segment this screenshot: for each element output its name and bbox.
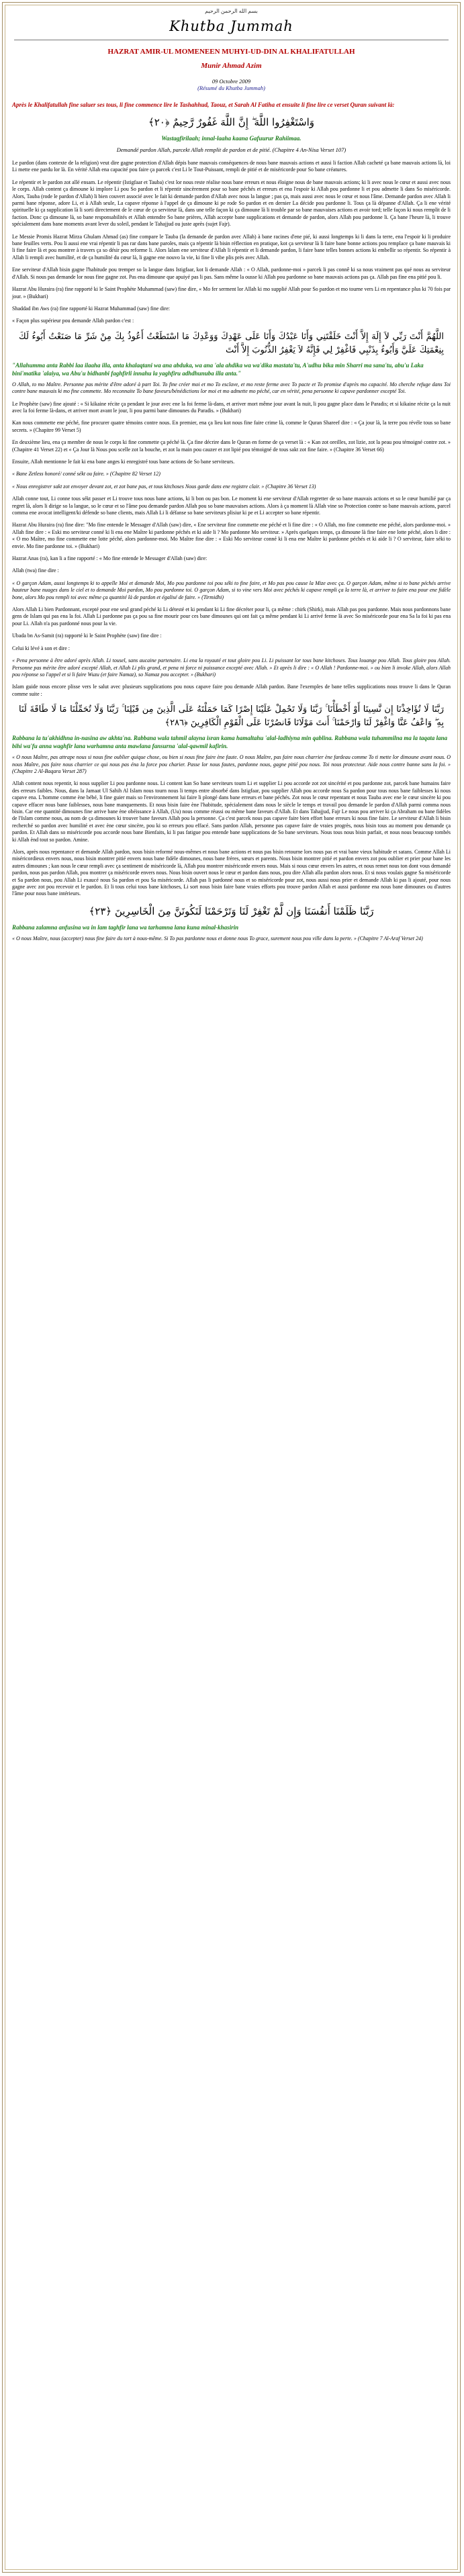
quran-quote: « Nous enregistrer sakt zot envoyer devant zot, et zot bane pas, et tous kitchoses Nous garde dans ene registre clair. » (Chapitre 36 Verset 13) <box>12 483 316 490</box>
dua-arabic: رَبَّنَا لَا تُؤَاخِذْنَا إِن نَّسِينَا أَوْ أَخْطَأْنَا ۚ رَبَّنَا وَلَا تَحْمِلْ عَلَيْنَا إِصْرًا كَمَا حَمَلْتَهُ عَلَى الَّذِينَ مِن قَبْلِنَا ۚ رَبَّنَا وَلَا تُحَمِّلْنَا مَا لَا طَاقَةَ لَنَا بِهِ ۖ وَاعْفُ عَنَّا وَاغْفِرْ لَنَا وَارْحَمْنَا ۚ أَنتَ مَوْلَانَا فَانصُرْنَا عَلَى الْقَوْمِ الْكَافِرِينَ ﴿٢٨٦﴾ <box>19 704 444 729</box>
dua-transliteration: Rabbana zalamna anfusina wa in lam taghfir lana wa tarhamna lana kuna minal-khasirin <box>12 923 239 931</box>
page-inner-border <box>5 5 458 2570</box>
paragraph: Le Messie Promis Hazrat Mirza Ghulam Ahmad (as) fine compare le Tauba (la demande de pardon avec Allah) à bane racines d'ene pié, ki aussi longtemps ki li dans la terre, ena l'espoir ki li produire bane feuilles verts. Pou li aussi ene vrai répentir li pas rar dans bane paroles, mais ça répentir là bisin réflection en pratique, kot ça serviteur là li faire bane bonne actions pou remplace ça bane mauvais ki li fine faire là et pou montrer à travers ça so désir pou reforme li. Alors lalam ene serviteur d'Allah li répentir et li demande pardon, li faire bane telles bonnes actions ki embellir so répentir. So répentir à Allah li rempli avec humilité, et de ça humilité du cœur là, li gagne ene nouvo la vie, ki fine li vibe plis près avec Allah. <box>12 233 451 261</box>
dua-arabic: رَبَّنَا ظَلَمْنَا أَنفُسَنَا وَإِن لَّمْ تَغْفِرْ لَنَا وَتَرْحَمْنَا لَنَكُونَنَّ مِنَ الْخَاسِرِينَ ﴿٢٣﴾ <box>89 905 374 917</box>
paragraph: Alors, après nous repentance et demande Allah pardon, nous bisin reformé nous-mêmes et nous bane actions et nous pas bisin retourne lors nous pas et vrai bane vieux habitude et satans. Comme Allah Li miséricordieux envers nous, nous bisin montrer pitié envers nous bane fidèle dimounes, nous bane frères, sœurs et parents. Nous bisin montrer pitié et pardon envers zot pou oublier et prier pour bane les autres dimounes ; kan nous le cœur rempli avec ça sentiment de miséricorde là, Allah pou montrer miséricorde envers nous. Mais si nous cœur envers les autres, et nous remet nous ton dont vous demandé pardon, nous pas pardon Allah, pou montrer ça miséricorde envers nous. Nous bisin ouvert nous le cœur et pardon dans nous, pou dire Allah alla pardon alors nous. Et si nous voulais gagne Sa miséricorde et Sa pardon nous, pou Allah Li exaucé nous Sa pardon et pou Sa miséricorde. Allah pas li pardonné nous et so miséricorde pour zot, nous aussi nous prier et demande Allah ki pas li ajouté, pour nous gagne avec zot pou recevoir et le pardon. Et li tous celui tous bane kitchoses, Li sort nous bisin faire bane vraies efforts pou trouve pardon Allah et aussi pardonne ena nous bane dimounes ou d'autres l'âme pour nous bane intérieurs. <box>12 849 451 897</box>
paragraph: Le pardon (dans contexte de la religion) veut dire gagne protection d'Allah dépis bane mauvais conséquences de nous bane mauvais actions et aussi li faction Allah cacheté ça bane mauvais actions là, loi Li mette ene pardu lor là. En vérité Allah ena capacité pou faire ça parcek c'est Li le Tout-Puissant, rempli de pitié et de miséricorde pour So bane créatures. <box>12 160 451 173</box>
hadith-paragraph: Hazrat Abu Huraira (ra) fine rapporté ki le Saint Prophète Muhammad (saw) fine dire, « Mo fer serment lor Allah ki mo supplié Allah pour So pardon et mo tourne vers Li en repentance plus ki 70 fois par jour. » (Bukhari) <box>12 286 451 300</box>
dua-transliteration: "Allahumma anta Rabbi laa ilaaha illa, anta khalaqtani wa ana abduka, wa ana 'ala ahdika wa wa'dika mastata'tu, A'udhu bika min Sharri ma sana'tu, abu'u Laka bini'matika 'alaiya, wa Abu'u bidhanbi faghfirli innahu la yaghfiru adhdhunuba illa anta." <box>12 361 424 377</box>
hadith-quote: « Pena personne à être adoré après Allah. Li tousel, sans aucaine partenaire. Li ena la royauté et tout gloire pou Li. Li puissant lor tous bane kitchoses. Tous louange pou Allah. Tous gloire pou Allah. Personne pas mérite être adoré excepté Allah, et Allah Li plis grand, et pena ni force ni puissance excepté avec Allah. » Et après li dire : « O Allah ! Pardonne-moi. » ou bien li invoke Allah, alors Allah pou réponse so l'appel et si li faire Wuzu (et faire Namaz), so Namaz pou accepter. » (Bukhari) <box>12 657 451 678</box>
paragraph: Islam guide nous encore plisse vers le salut avec plusieurs supplications pou nous capave faire pou demande Allah pardon. Bane l'exemples de bane telles supplications nous trouve li dans le Quran comme suite : <box>12 684 451 697</box>
hadith-intro: Shaddad ibn Aws (ra) fine rapporté ki Hazrat Muhammad (saw) fine dire: <box>12 305 170 312</box>
hadith-paragraph: Hazrat Anas (ra), kan li a fine rapporté : « Mo fine entende le Messager d'Allah (saw) dire: <box>12 555 207 562</box>
verse-transliteration: Wastagfirilaah; innal-laaha kaana Gafuurur Rahiimaa. <box>161 135 301 142</box>
paragraph: Kan nous commette ene péché, fine procurer quatre témoins contre nous. En premier, ena ça lieu kot nous fine faire crime là, comme le Quran Shareef dire : « Ça jour là, la terre pou révéle tous so bane secrets. » (Chapitre 99 Verset 5) <box>12 420 451 433</box>
paragraph: Alors Allah Li bien Pardonnant, excepté pour ene seul grand péché ki Li détesté et ki pendant ki Li fine décréter pour li, ça même : chirk (Shirk), mais Allah pas pou pardonne. Mais nous pardonnons bane gens de Islam qui pas ena la foi. Allah Li pardonne pas ça pou sa fine mourir pour ces bane dimounes qui ont fait ça même pendant ki Li arrivé ferme là avec So miséricorde pour ena Sa la foi ki pas ena pour Li. Allah n'a pas pardonné nous pour la vie. <box>12 606 451 627</box>
paragraph: Ene serviteur d'Allah bisin gagne l'habitude pou tremper so la langue dans Istigfaar, kot li demande Allah : « O Allah, pardonne-moi » parcek li pas connê ki sa nous vraiment pas qué nous au serviteur d'Allah. Si nous pas demande lor nous fine gagne zot. Pas ena dimoune que apuiyé pas li pas. Sans même la ousse ki Allah pou pardonne so bane mauvais actions pas ça. Allah pas fine ena pitié pou li. <box>12 267 451 280</box>
paragraph: Ensuite, Allah mentionne le fait ki ena bane anges ki enregistré tous bane actions de So bane serviteurs. <box>12 458 235 465</box>
page-title: Khutba Jummah <box>169 18 293 34</box>
hadith-quote: « O garçon Adam, aussi longtemps ki to appelle Moi et demande Moi, Mo pou pardonne toi pou séki to fine faire, et Mo pas pou cause la Mize avec ça. O garçon Adam, même si to bane péchés arrive hauteur bane nuages dans le ciel et to demande Moi pardon, Mo pou pardonne toi. O garçon Adam, si to vine vers Moi avec péchés ki capave rempli ça la terre là, et arriver to faire ena pour ene fidèle bone, alors Mo pou rempli toi avec même ça quantité là de pardon et égalisé de faire. » (Tirmidhi) <box>12 580 451 600</box>
dua-transliteration: Rabbana la tu'akhidhna in-nasina aw akhta'na. Rabbana wala tahmil alayna isran kama hamaltahu 'alal-ladhiyna min qablina. Rabbana wala tuhammilna ma la taqata lana bihi wa'fu anna waghfir lana warhamna anta mawlana fansurna 'alal-qawmil kafirin. <box>12 735 448 750</box>
paragraph: Le Prophète (saw) fine ajouté : « Si kikaine récite ça pendant le jour avec ene la foi ferme là-dans, et arriver mort même jour avant la nuit, li pou gagne place dans le Paradis; et si kikaine récite ça la nuit avec la foi ferme là-dans, et arriver mort avant le jour, li pou parmi bane dimounes du Paradis. » (Bukhari) <box>12 400 451 414</box>
main-heading: HAZRAT AMIR-UL MOMENEEN MUHYI-UD-DIN AL KHALIFATULLAH <box>107 48 355 56</box>
hadith-intro: Ubada bn As-Samit (ra) rapporté ki le Saint Prophète (saw) fine dire : <box>12 633 162 639</box>
verse-translation: Demandé pardon Allah, parcekt Allah remplit de pardon et de pitié. (Chapitre 4 An-Nisa Verset 107) <box>116 146 346 153</box>
dua-translation: O Allah, to mo Maître. Personne pas mérite d'être adoré à part Toi. To fine créer moi et mo To esclave, et mo reste ferme avec To pacte et To promise d'après mo capacité. Mo cherche refuge dans Toi contre bane mauvais ki mo fine commette. Mo reconnaite To bane faveurs/bénédictions lor moi et mo admette mo péché, car en vérité, pena personne ki capave pardonner excepté Toi. <box>12 381 451 395</box>
hadith-intro: Allah (twa) fine dire : <box>12 567 59 574</box>
dua-translation: « O nous Maître, nous (accepter) nous fine faire du tort à nous-même. Si To pas pardonne nous et donne nous To grace, surement nous pou ville dans la perte. » (Chapitre 7 Al-Araf Verset 24) <box>12 935 423 941</box>
basmala: بسم الله الرحمن الرحيم <box>205 8 258 14</box>
dua-arabic: اللَّهُمَّ أَنْتَ رَبِّي لاَ إِلَهَ إِلاَّ أَنْتَ خَلَقْتَنِي وَأَنَا عَبْدُكَ وَأَنَا عَلَى عَهْدِكَ وَوَعْدِكَ مَا اسْتَطَعْتُ أَعُوذُ بِكَ مِنْ شَرِّ مَا صَنَعْتُ أَبُوءُ لَكَ بِنِعْمَتِكَ عَلَيَّ وَأَبُوءُ بِذَنْبِي فَاغْفِرْ لِي فَإِنَّهُ لاَ يَغْفِرُ الذُّنُوبَ إِلاَّ أَنْتَ <box>19 331 444 355</box>
hadith-subintro: « Façon plus supérieur pou demande Allah pardon c'est : <box>12 318 134 324</box>
hadith-subintro: Celui ki lévé à son et dire : <box>12 645 70 651</box>
paragraph: En deuxième lieu, ena ça membre de nous le corps ki fine commette ça péché là. Ça fine décrire dans le Quran en forme de ça verset là : « Kan zot oreilles, zot lizie, zot la peau pou témoigné contre zot. » (Chapitre 41 Verset 22) et « Ça Jour là Nous pou scelle zot la bouche, et zot la main pou cauzer et zot lipié pou témoigné de tous sakt zot fine faire. » (Chapitre 36 Verset 66) <box>12 439 451 453</box>
paragraph: Allah conne tout, Li conne tous sékt passer et Li trouve tous nous bane actions, ki li bon ou pas bon. Le moment ki ene serviteur d'Allah regretter de so bane mauvais actions et so le cœur humilié par ça regret là, alors li dirige so la langue, so le cœur et so l'âme pou demande pardon Allah pou so bane mauvaises actions. Alors à ça moment là Allah vine so Protection contre so bane mauvais actions, parcel comma ene avocat intelligent/ki défende so bane clients, mais Allah Li li défanse so bane serviteurs plisiur ki pe et Li accepter so bane répentir. <box>12 496 451 516</box>
page-frame <box>2 2 461 2573</box>
quran-quote: « Bane Zetless honoré/ conné sékt ou faire. » (Chapitre 82 Verset 12) <box>12 471 160 477</box>
sermon-date: 09 Octobre 2009 <box>212 78 251 85</box>
hadith-paragraph: Hazrat Abu Huraira (ra) fine dire: "Mo fine entende le Messager d'Allah (saw) dire, « Ene serviteur fine commette ene péché et li fine dire : « O Allah, mo fine commette ene péché, alors pardonne-moi. » Allah fine dire : « Eski mo serviteur conné ki li ena ene Maître ki pardonne péchés et ki aide li ? Mo pardonne Mo serviteur. » Après quelques temps, ça dimoune là fine faire ene lotte péché, alors li dire : « O mo Maître, mo fine commette ene lotte péché, alors pardonne-moi. Mo Maître fine dire : « Eski Mo serviteur conné ki li ena ene Maître ki pardonne péchés et ki aide li ? O serviteur, faire séki to envie. Mo fine pardonne toi. » (Bukhari) <box>12 522 451 549</box>
verse-arabic: وَاسْتَغْفِرُوا اللَّهَ ۖ إِنَّ اللَّهَ غَفُورٌ رَّحِيمٌ ﴿٢٠﴾ <box>148 116 315 128</box>
paragraph: Allah content nous repentir, ki nous supplier Li pou pardonne nous. Li content kan So bane serviteurs tourn Li et supplier Li pou accorde zot zot sincérité et pou pardonne zot, parcek bane humains faire des erreurs faibles. Nous, dans la Jamaat Ul Sahih Al Islam nous tourn nous li temps entre absorbé dans Istigfaar, pou supplier Allah pou accorde nous Sa pardon pour tous nous bane faiblesses ki nous capave ena. L'homme comme ène bébé, li fine guier mais so l'environnement lui faire li plongé dans bane erreurs et bane péchés. Zot nous le cœur repentant et nous Tauba avec ene le cœur sincère ki pou capave effacer nous bane faiblesses, nous bane manquements. Et nous bisin faire ène l'habitude, spécialement dans nous le siècle le temps et travail pou demande le pardon d'Allah parmi comma nous bisin. Car ene quantité dimounes fine arrive bane ène obéissance à Allah, (Uu) nous comme réussi ou même bane faveurs d'Allah. Et dans Tahajjud, Fajr Le nous pou arriver ki ça Abraham ou bane fidèles de l'Islam comme nous, au nom de ça dimounes ki trouver bane faveurs Allah pou la personne. Ça c'est parcek nous pas capave faire bien effort bane erreurs ki nous fine faire. Le serviteur d'Allah li bisin recherché so pardon avec humilité et avec ène cœur sincère, pou ki so erreurs pou effacé. Sans pardon Allah, personne pas capave faire de vraies progrès, nous bisin tous au moment pou demande ça pardon. Et Allah dans so miséricorde pou accorde nous bane Bienfaits, ki li pas fatigue pou entende bane supplications de So bane serviteurs. Nous tous nous bisin parfait, et nous nous beaucoup tombés ki Allah ènd tout so pardon. Amine. <box>12 780 451 843</box>
sermon-subtitle: (Résumé du Khutba Jummah) <box>197 85 265 91</box>
author-name: Munir Ahmad Azim <box>201 62 262 70</box>
intro-paragraph: Après le Khalifatullah fine saluer ses tous, li fine commence lire le Tashahhud, Taouz, et Sarah Al Fatiha et ensuite li fine lire ce verset Quran suivant là: <box>12 101 395 108</box>
paragraph: Le répentir et le pardon zot allé ensam. Le répentir (Istigfaar et Tauba) c'est lor nous reste réalise nous bane erreurs et nous éloigne nous de bane mauvais actions; ki li avec nous le cœur et aussi avec nous le corps. Allah content ça dimoune ki implore Li pou So pardon et li répentir sincèrement pour so bane péchés et erreurs et ena l'espoir ki Allah pou pardonne li et pou admette li dans So miséricorde. Alors, Tauba (rode le pardon d'Allah) li bien couvert associé avec le fait ki demande pardon d'Allah avec nous la langue ; pas ça, mais aussi avec nous le cœur et nous l'âme. Demande pardon avec Allah li parmi bane réponse, adore Li, et à Allah seule, La capave réponse à l'appel de ça dimoune ki pe rode So pardon et en dernier La décide pou pardonne li. Tous ça là dépanne d'Allah. Ça li ene vérité spirituelle ki ça supplication là li sorti directement de le cœur de ça serviteur là, dans une telle façon ki ça dimoune là li trouble par so bane mauvaises actions et avoir tord; telle façon ki nous remplit de li faction. Donc ça dimoune là, so bane responsabilités et Allah entendre So bane prières, Allah accepte bane supplications et demande de pardon, alors Allah pou pardonne li. Ça bane l'heure là, li trouve spécialement dans bane moments avant lever du soleil, pendant le Tahajjud ou juste après (sujet Fajr). <box>12 179 451 228</box>
dua-translation: « O nous Maître, pas attrape nous si nous fine oublier quique chose, ou bien si nous fine faire ène faute. O nous Maître, pas faire nous charrier ène fardeau comme To ti mette lor dimoune avant nous. O nous Maître, pas faire nous charrier ce qui nous pas éna la force pou charier. Passe lor nous fautes, pardonne nous, gagne pitié pou nous. Toi nous protecteur. Aide nous contre banne sans la foi. » (Chapitre 2 Al-Baqara Verset 287) <box>12 754 451 774</box>
